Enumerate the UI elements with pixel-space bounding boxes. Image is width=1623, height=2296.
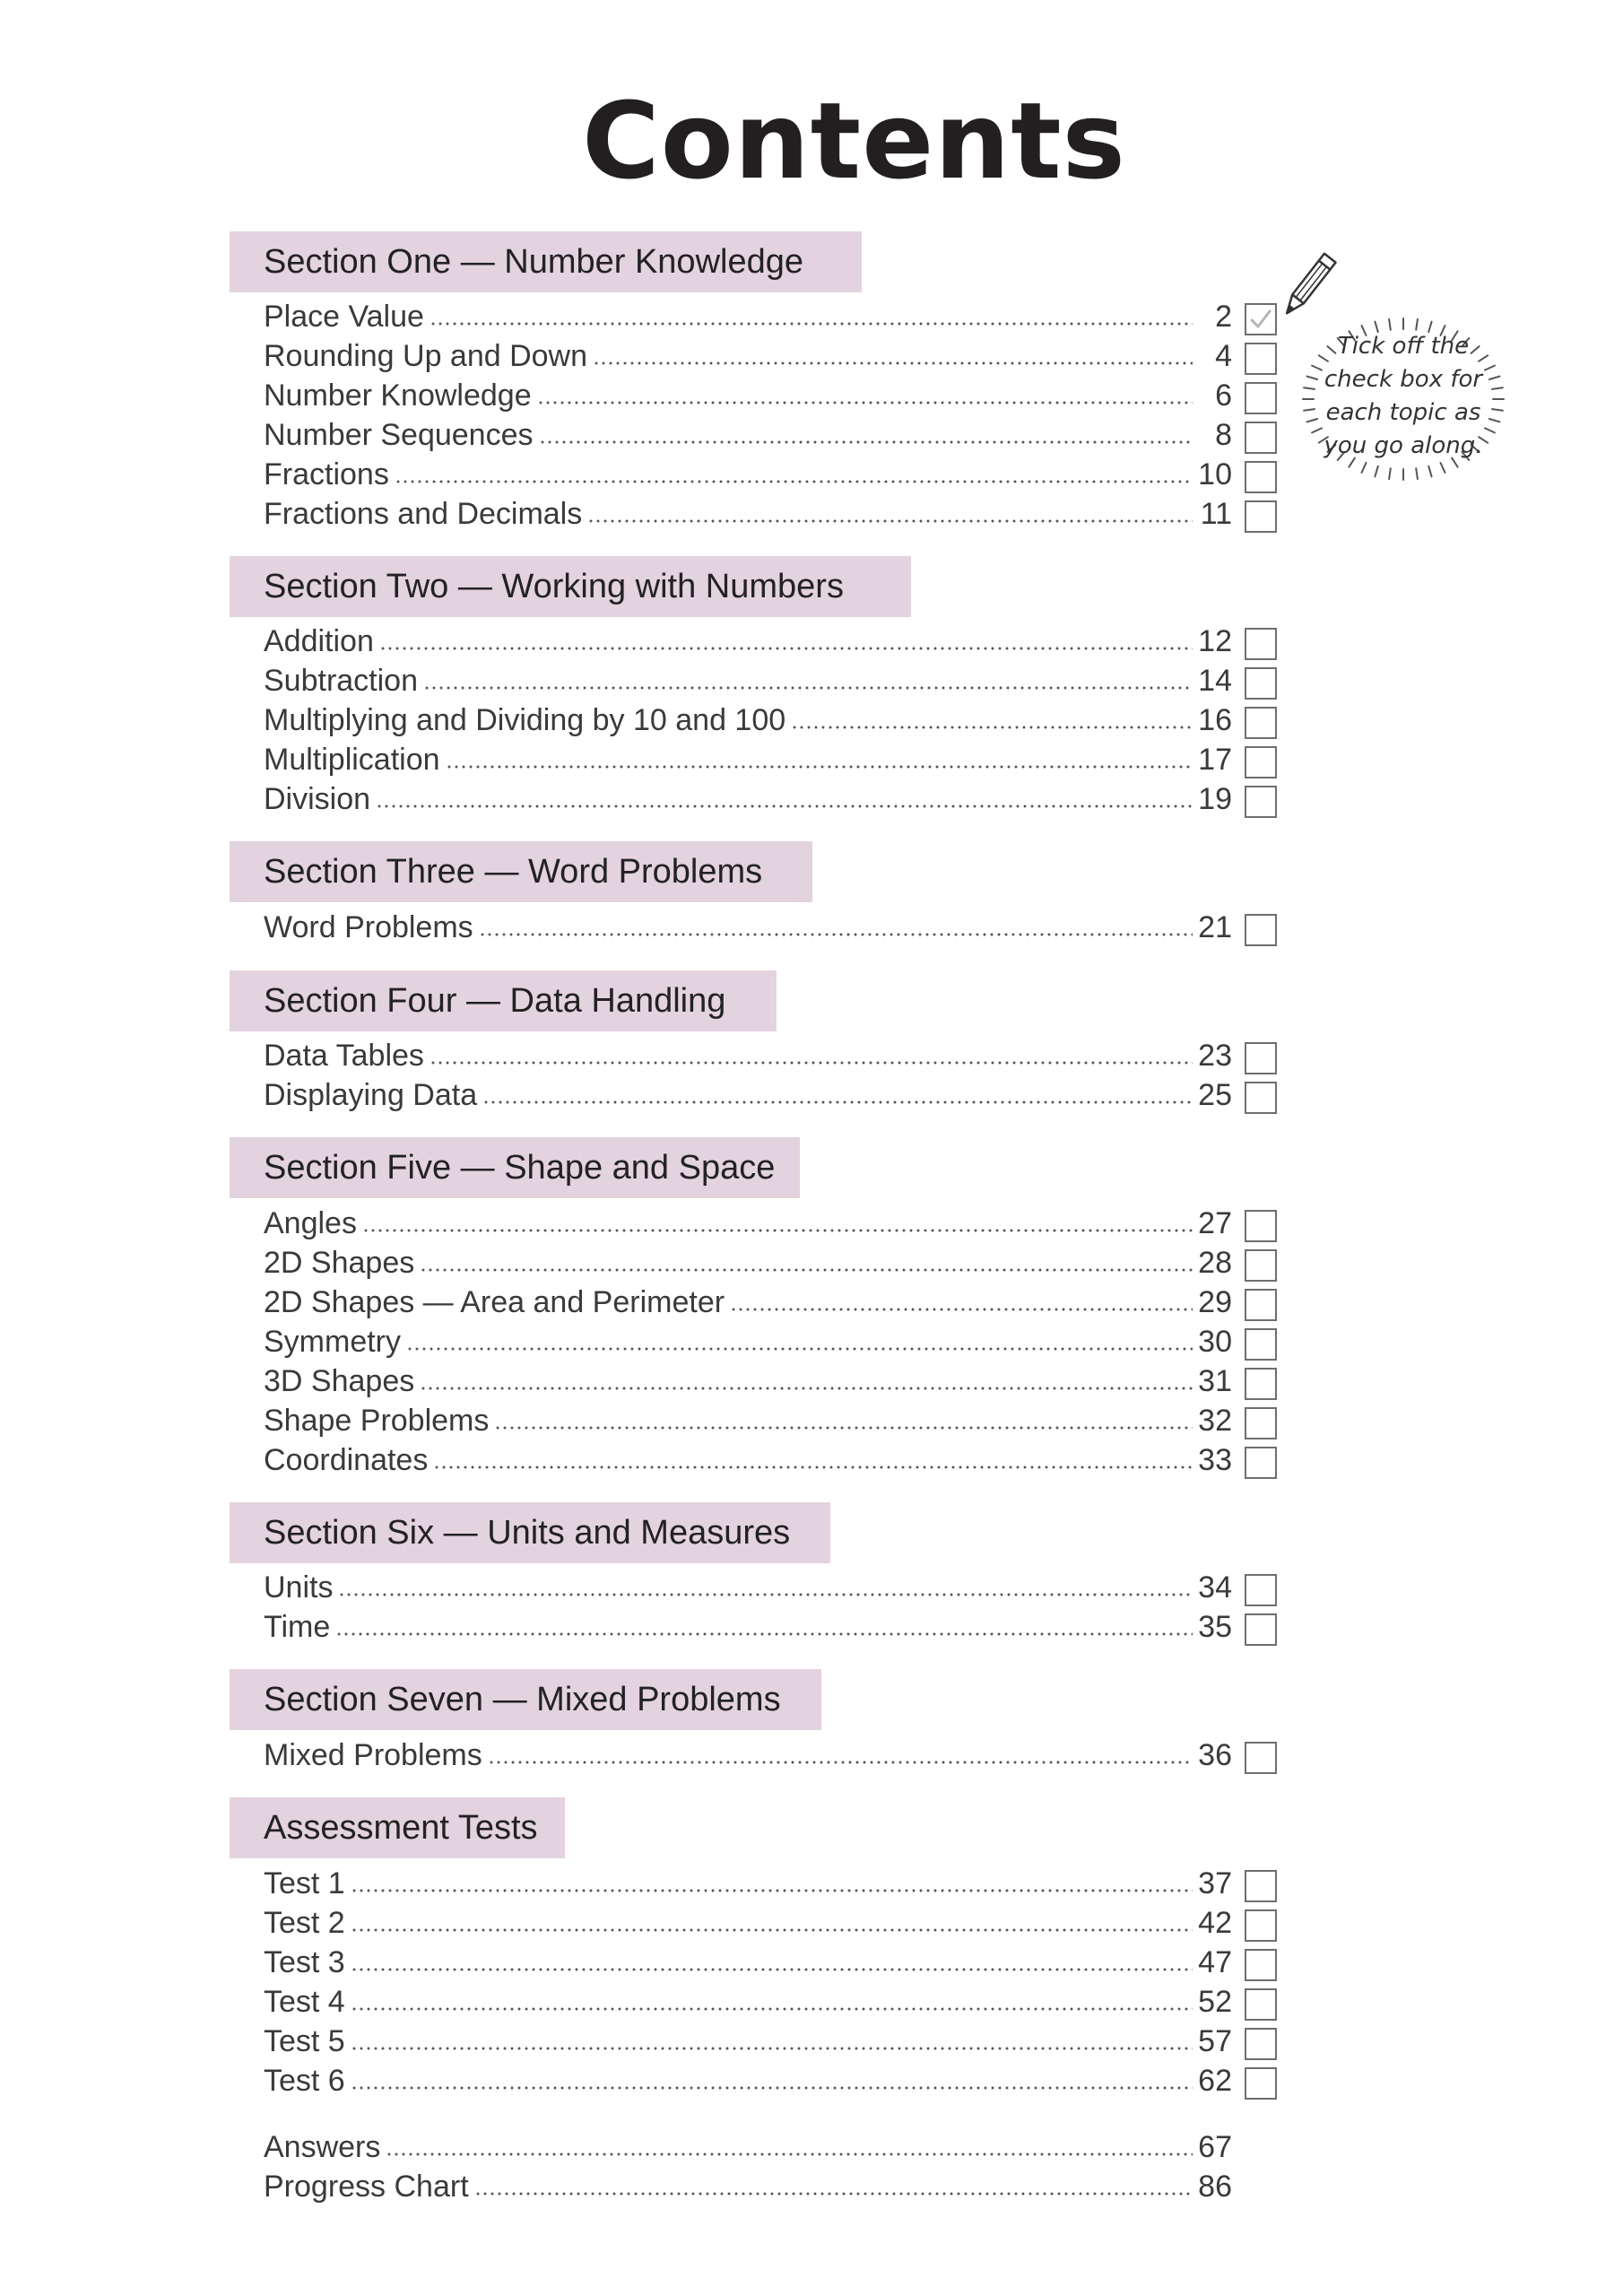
toc-row-label: Multiplying and Dividing by 10 and 100 bbox=[264, 703, 786, 737]
note-line: Tick off the bbox=[1337, 333, 1470, 360]
toc-row-label: Rounding Up and Down bbox=[264, 339, 588, 373]
topic-checkbox[interactable] bbox=[1245, 1210, 1277, 1242]
tick-off-note bbox=[1300, 314, 1506, 484]
dot-leader bbox=[351, 2044, 1193, 2053]
toc-row-label: Test 6 bbox=[264, 2064, 345, 2098]
dot-leader bbox=[430, 319, 1193, 328]
toc-row-label: Test 5 bbox=[264, 2024, 345, 2058]
dot-leader bbox=[420, 1265, 1193, 1274]
topic-checkbox[interactable] bbox=[1245, 1289, 1277, 1321]
toc-row-label: Data Tables bbox=[264, 1039, 424, 1073]
toc-row-page: 47 bbox=[1198, 1945, 1232, 1979]
dot-leader bbox=[423, 683, 1193, 692]
toc-row-page: 14 bbox=[1198, 664, 1232, 698]
dot-leader bbox=[351, 1965, 1193, 1974]
topic-checkbox[interactable] bbox=[1245, 628, 1277, 660]
dot-leader bbox=[593, 359, 1193, 368]
toc-row-page: 16 bbox=[1198, 703, 1232, 737]
toc-row-label: Word Problems bbox=[264, 910, 473, 944]
topic-checkbox[interactable] bbox=[1245, 1407, 1277, 1439]
note-text bbox=[1300, 330, 1506, 463]
toc-row-label: Test 1 bbox=[264, 1866, 345, 1900]
toc-row-page: 37 bbox=[1198, 1866, 1232, 1900]
dot-leader bbox=[420, 1384, 1193, 1393]
toc-row-label: Number Knowledge bbox=[264, 378, 532, 413]
toc-row[interactable] bbox=[264, 2022, 1232, 2061]
topic-checkbox[interactable] bbox=[1245, 2067, 1277, 2100]
note-line: you go along. bbox=[1324, 432, 1483, 459]
toc-row-label: Division bbox=[264, 782, 371, 816]
toc-row-page: 86 bbox=[1198, 2170, 1232, 2204]
toc-row-answers[interactable] bbox=[264, 2127, 1232, 2167]
toc-row-label: Time bbox=[264, 1610, 331, 1644]
topic-checkbox[interactable] bbox=[1245, 1988, 1277, 2021]
toc-row[interactable] bbox=[264, 1903, 1232, 1943]
toc-row[interactable] bbox=[264, 494, 1232, 534]
toc-row[interactable] bbox=[264, 1204, 1232, 1243]
toc-row-label: Multiplication bbox=[264, 743, 440, 777]
toc-row[interactable] bbox=[264, 1322, 1232, 1361]
topic-checkbox[interactable] bbox=[1245, 343, 1277, 375]
topic-checkbox[interactable] bbox=[1245, 1742, 1277, 1774]
toc-row-page: 10 bbox=[1198, 457, 1232, 491]
topic-checkbox[interactable] bbox=[1245, 1949, 1277, 1981]
page-title: Contents bbox=[582, 79, 1126, 203]
toc-row-page: 34 bbox=[1198, 1570, 1232, 1605]
toc-row[interactable] bbox=[264, 455, 1232, 494]
toc-row-label: Symmetry bbox=[264, 1325, 401, 1359]
toc-row-page: 67 bbox=[1198, 2130, 1232, 2164]
toc-row[interactable] bbox=[264, 2061, 1232, 2100]
toc-row[interactable] bbox=[264, 1607, 1232, 1647]
topic-checkbox[interactable] bbox=[1245, 746, 1277, 778]
toc-row-page: 57 bbox=[1198, 2024, 1232, 2058]
toc-row-page: 30 bbox=[1198, 1325, 1232, 1359]
topic-checkbox[interactable] bbox=[1245, 500, 1277, 533]
toc-row-label: Test 4 bbox=[264, 1985, 345, 2019]
toc-row-label: Test 2 bbox=[264, 1906, 345, 1940]
dot-leader bbox=[395, 477, 1193, 486]
dot-leader bbox=[351, 1886, 1193, 1895]
section-heading-units-and-measures: Section Six — Units and Measures bbox=[230, 1502, 830, 1563]
toc-row[interactable] bbox=[264, 1982, 1232, 2022]
toc-row[interactable] bbox=[264, 376, 1232, 415]
toc-row-page: 29 bbox=[1198, 1285, 1232, 1319]
toc-row[interactable] bbox=[264, 297, 1232, 336]
dot-leader bbox=[386, 2150, 1193, 2159]
topic-checkbox[interactable] bbox=[1245, 914, 1277, 946]
dot-leader bbox=[335, 1630, 1193, 1639]
dot-leader bbox=[351, 1926, 1193, 1935]
toc-row-label: 3D Shapes bbox=[264, 1364, 415, 1398]
section-heading-working-with-numbers: Section Two — Working with Numbers bbox=[230, 556, 911, 617]
section-heading-shape-and-space: Section Five — Shape and Space bbox=[230, 1137, 800, 1198]
toc-row-page: 28 bbox=[1198, 1246, 1232, 1280]
dot-leader bbox=[488, 1758, 1193, 1767]
dot-leader bbox=[351, 2005, 1193, 2013]
burst-dash bbox=[1416, 319, 1418, 330]
topic-checkbox[interactable] bbox=[1245, 1042, 1277, 1074]
toc-row-label: Fractions and Decimals bbox=[264, 497, 583, 531]
toc-row-page: 27 bbox=[1198, 1206, 1232, 1240]
toc-row[interactable] bbox=[264, 908, 1232, 947]
toc-row-label: Mixed Problems bbox=[264, 1738, 482, 1772]
topic-checkbox[interactable] bbox=[1245, 1328, 1277, 1361]
toc-row-label: Displaying Data bbox=[264, 1078, 478, 1112]
dot-leader bbox=[479, 930, 1193, 939]
toc-row-label: Test 3 bbox=[264, 1945, 345, 1979]
dot-leader bbox=[430, 1058, 1193, 1067]
toc-row[interactable] bbox=[264, 1864, 1232, 1903]
burst-dash bbox=[1375, 466, 1377, 477]
topic-checkbox[interactable] bbox=[1245, 1574, 1277, 1606]
toc-row-label: Subtraction bbox=[264, 664, 418, 698]
burst-dash bbox=[1389, 468, 1391, 479]
topic-checkbox[interactable] bbox=[1245, 1909, 1277, 1942]
toc-row-label: Shape Problems bbox=[264, 1404, 490, 1438]
burst-dash bbox=[1441, 463, 1445, 473]
toc-row[interactable] bbox=[264, 740, 1232, 779]
toc-row-label: 2D Shapes — Area and Perimeter bbox=[264, 1285, 725, 1319]
toc-row-label: Addition bbox=[264, 624, 374, 658]
toc-row-page: 4 bbox=[1215, 339, 1232, 373]
dot-leader bbox=[379, 644, 1193, 653]
burst-dash bbox=[1389, 319, 1391, 330]
toc-row-page: 31 bbox=[1198, 1364, 1232, 1398]
toc-row-page: 33 bbox=[1198, 1443, 1232, 1477]
dot-leader bbox=[494, 1423, 1193, 1432]
toc-row-label: Coordinates bbox=[264, 1443, 429, 1477]
dot-leader bbox=[587, 517, 1193, 526]
toc-row[interactable] bbox=[264, 1361, 1232, 1401]
toc-row-label: Fractions bbox=[264, 457, 389, 491]
toc-row[interactable] bbox=[264, 336, 1232, 376]
dot-leader bbox=[351, 2083, 1193, 2092]
topic-checkbox[interactable] bbox=[1245, 1368, 1277, 1400]
topic-checkbox[interactable] bbox=[1245, 667, 1277, 700]
toc-row[interactable] bbox=[264, 1735, 1232, 1775]
toc-row[interactable] bbox=[264, 1243, 1232, 1283]
toc-row[interactable] bbox=[264, 622, 1232, 661]
note-line: check box for bbox=[1324, 366, 1483, 393]
toc-row[interactable] bbox=[264, 1283, 1232, 1322]
toc-row-page: 42 bbox=[1198, 1906, 1232, 1940]
dot-leader bbox=[362, 1226, 1193, 1235]
toc-row-page: 11 bbox=[1200, 497, 1232, 531]
toc-row-page: 35 bbox=[1198, 1610, 1232, 1644]
toc-row-page: 62 bbox=[1198, 2064, 1232, 2098]
toc-row-label: 2D Shapes bbox=[264, 1246, 415, 1280]
dot-leader bbox=[376, 802, 1193, 811]
toc-row-label: Units bbox=[264, 1570, 334, 1605]
dot-leader bbox=[433, 1463, 1193, 1472]
dot-leader bbox=[406, 1344, 1193, 1353]
topic-checkbox[interactable] bbox=[1245, 2028, 1277, 2060]
section-heading-number-knowledge: Section One — Number Knowledge bbox=[230, 231, 862, 292]
toc-row[interactable] bbox=[264, 1401, 1232, 1440]
toc-row[interactable] bbox=[264, 1075, 1232, 1115]
toc-row-page: 2 bbox=[1215, 300, 1232, 334]
toc-row-label: Progress Chart bbox=[264, 2170, 469, 2204]
toc-row[interactable] bbox=[264, 415, 1232, 455]
toc-row-page: 6 bbox=[1215, 378, 1232, 413]
topic-checkbox[interactable] bbox=[1245, 786, 1277, 818]
topic-checkbox[interactable] bbox=[1245, 1249, 1277, 1282]
dot-leader bbox=[446, 762, 1193, 771]
toc-row-page: 32 bbox=[1198, 1404, 1232, 1438]
toc-row-page: 23 bbox=[1198, 1039, 1232, 1073]
burst-dash bbox=[1362, 463, 1367, 473]
toc-row-label: Number Sequences bbox=[264, 418, 534, 452]
topic-checkbox[interactable] bbox=[1245, 707, 1277, 739]
toc-row[interactable] bbox=[264, 1440, 1232, 1480]
dot-leader bbox=[482, 1098, 1193, 1107]
burst-dash bbox=[1428, 466, 1431, 477]
toc-row[interactable] bbox=[264, 779, 1232, 819]
toc-row-page: 17 bbox=[1198, 743, 1232, 777]
topic-checkbox[interactable] bbox=[1245, 382, 1277, 414]
note-line: each topic as bbox=[1325, 399, 1481, 426]
topic-checkbox[interactable] bbox=[1245, 1870, 1277, 1902]
toc-row-page: 36 bbox=[1198, 1738, 1232, 1772]
toc-row-label: Place Value bbox=[264, 300, 424, 334]
dot-leader bbox=[539, 438, 1193, 447]
dot-leader bbox=[338, 1590, 1193, 1599]
toc-row-page: 8 bbox=[1215, 418, 1232, 452]
section-heading-word-problems: Section Three — Word Problems bbox=[230, 841, 812, 902]
toc-row-label: Angles bbox=[264, 1206, 357, 1240]
section-heading-mixed-problems: Section Seven — Mixed Problems bbox=[230, 1669, 821, 1730]
toc-row[interactable] bbox=[264, 1943, 1232, 1982]
toc-row[interactable] bbox=[264, 1036, 1232, 1075]
dot-leader bbox=[730, 1305, 1193, 1314]
toc-row-page: 21 bbox=[1198, 910, 1232, 944]
toc-row[interactable] bbox=[264, 1568, 1232, 1607]
toc-row-page: 25 bbox=[1198, 1078, 1232, 1112]
dot-leader bbox=[791, 723, 1193, 732]
section-heading-assessment-tests: Assessment Tests bbox=[230, 1797, 565, 1858]
topic-checkbox[interactable] bbox=[1245, 422, 1277, 454]
toc-row-progress-chart[interactable] bbox=[264, 2167, 1232, 2206]
topic-checkbox[interactable] bbox=[1245, 1447, 1277, 1479]
topic-checkbox[interactable] bbox=[1245, 1082, 1277, 1114]
toc-row-label: Answers bbox=[264, 2130, 381, 2164]
toc-row-page: 12 bbox=[1198, 624, 1232, 658]
toc-row-page: 19 bbox=[1198, 782, 1232, 816]
topic-checkbox[interactable] bbox=[1245, 1613, 1277, 1646]
toc-row[interactable] bbox=[264, 700, 1232, 740]
dot-leader bbox=[537, 398, 1193, 407]
section-heading-data-handling: Section Four — Data Handling bbox=[230, 970, 777, 1031]
toc-row-page: 52 bbox=[1198, 1985, 1232, 2019]
topic-checkbox[interactable] bbox=[1245, 461, 1277, 493]
checkmark-icon bbox=[1247, 306, 1274, 333]
burst-dash bbox=[1416, 468, 1418, 479]
toc-row[interactable] bbox=[264, 661, 1232, 700]
dot-leader bbox=[474, 2189, 1193, 2198]
